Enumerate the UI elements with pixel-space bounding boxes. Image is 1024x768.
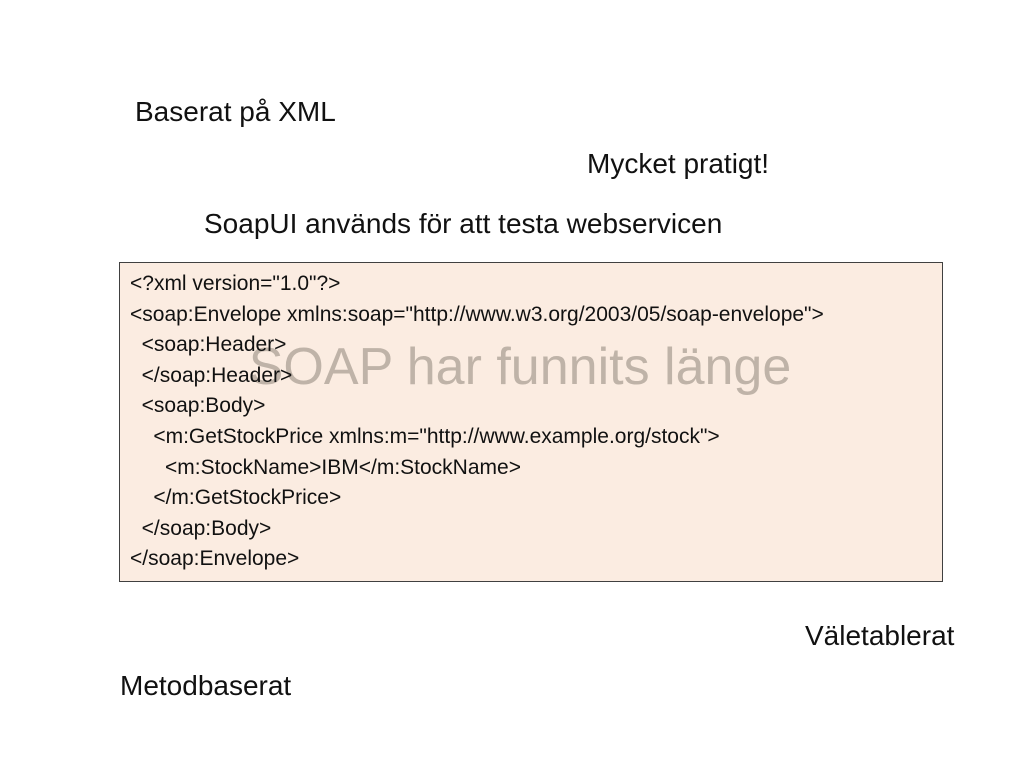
code-line: </soap:Header> [130, 363, 293, 387]
code-line: <?xml version="1.0"?> [130, 272, 341, 295]
label-xml-based: Baserat på XML [135, 96, 336, 127]
code-line: <soap:Header> [130, 333, 287, 357]
label-established: Väletablerat [805, 620, 955, 651]
slide-title-watermark: SOAP har funnits länge [248, 338, 792, 396]
label-method-based: Metodbaserat [120, 670, 292, 701]
code-line: <m:GetStockPrice xmlns:m="http://www.example.org/stock"> [130, 424, 720, 448]
code-line: <soap:Envelope xmlns:soap="http://www.w3.org/2003/05/soap-envelope"> [130, 302, 824, 326]
label-verbose: Mycket pratigt! [587, 148, 770, 179]
code-line: </soap:Envelope> [130, 547, 300, 571]
code-line: </m:GetStockPrice> [130, 486, 342, 510]
soap-code [130, 269, 824, 575]
code-line: <soap:Body> [130, 394, 266, 418]
code-line: </soap:Body> [130, 516, 272, 540]
soap-code-box [119, 262, 943, 582]
label-soapui: SoapUI används för att testa webservicen [204, 208, 723, 239]
code-line: <m:StockName>IBM</m:StockName> [130, 455, 521, 479]
